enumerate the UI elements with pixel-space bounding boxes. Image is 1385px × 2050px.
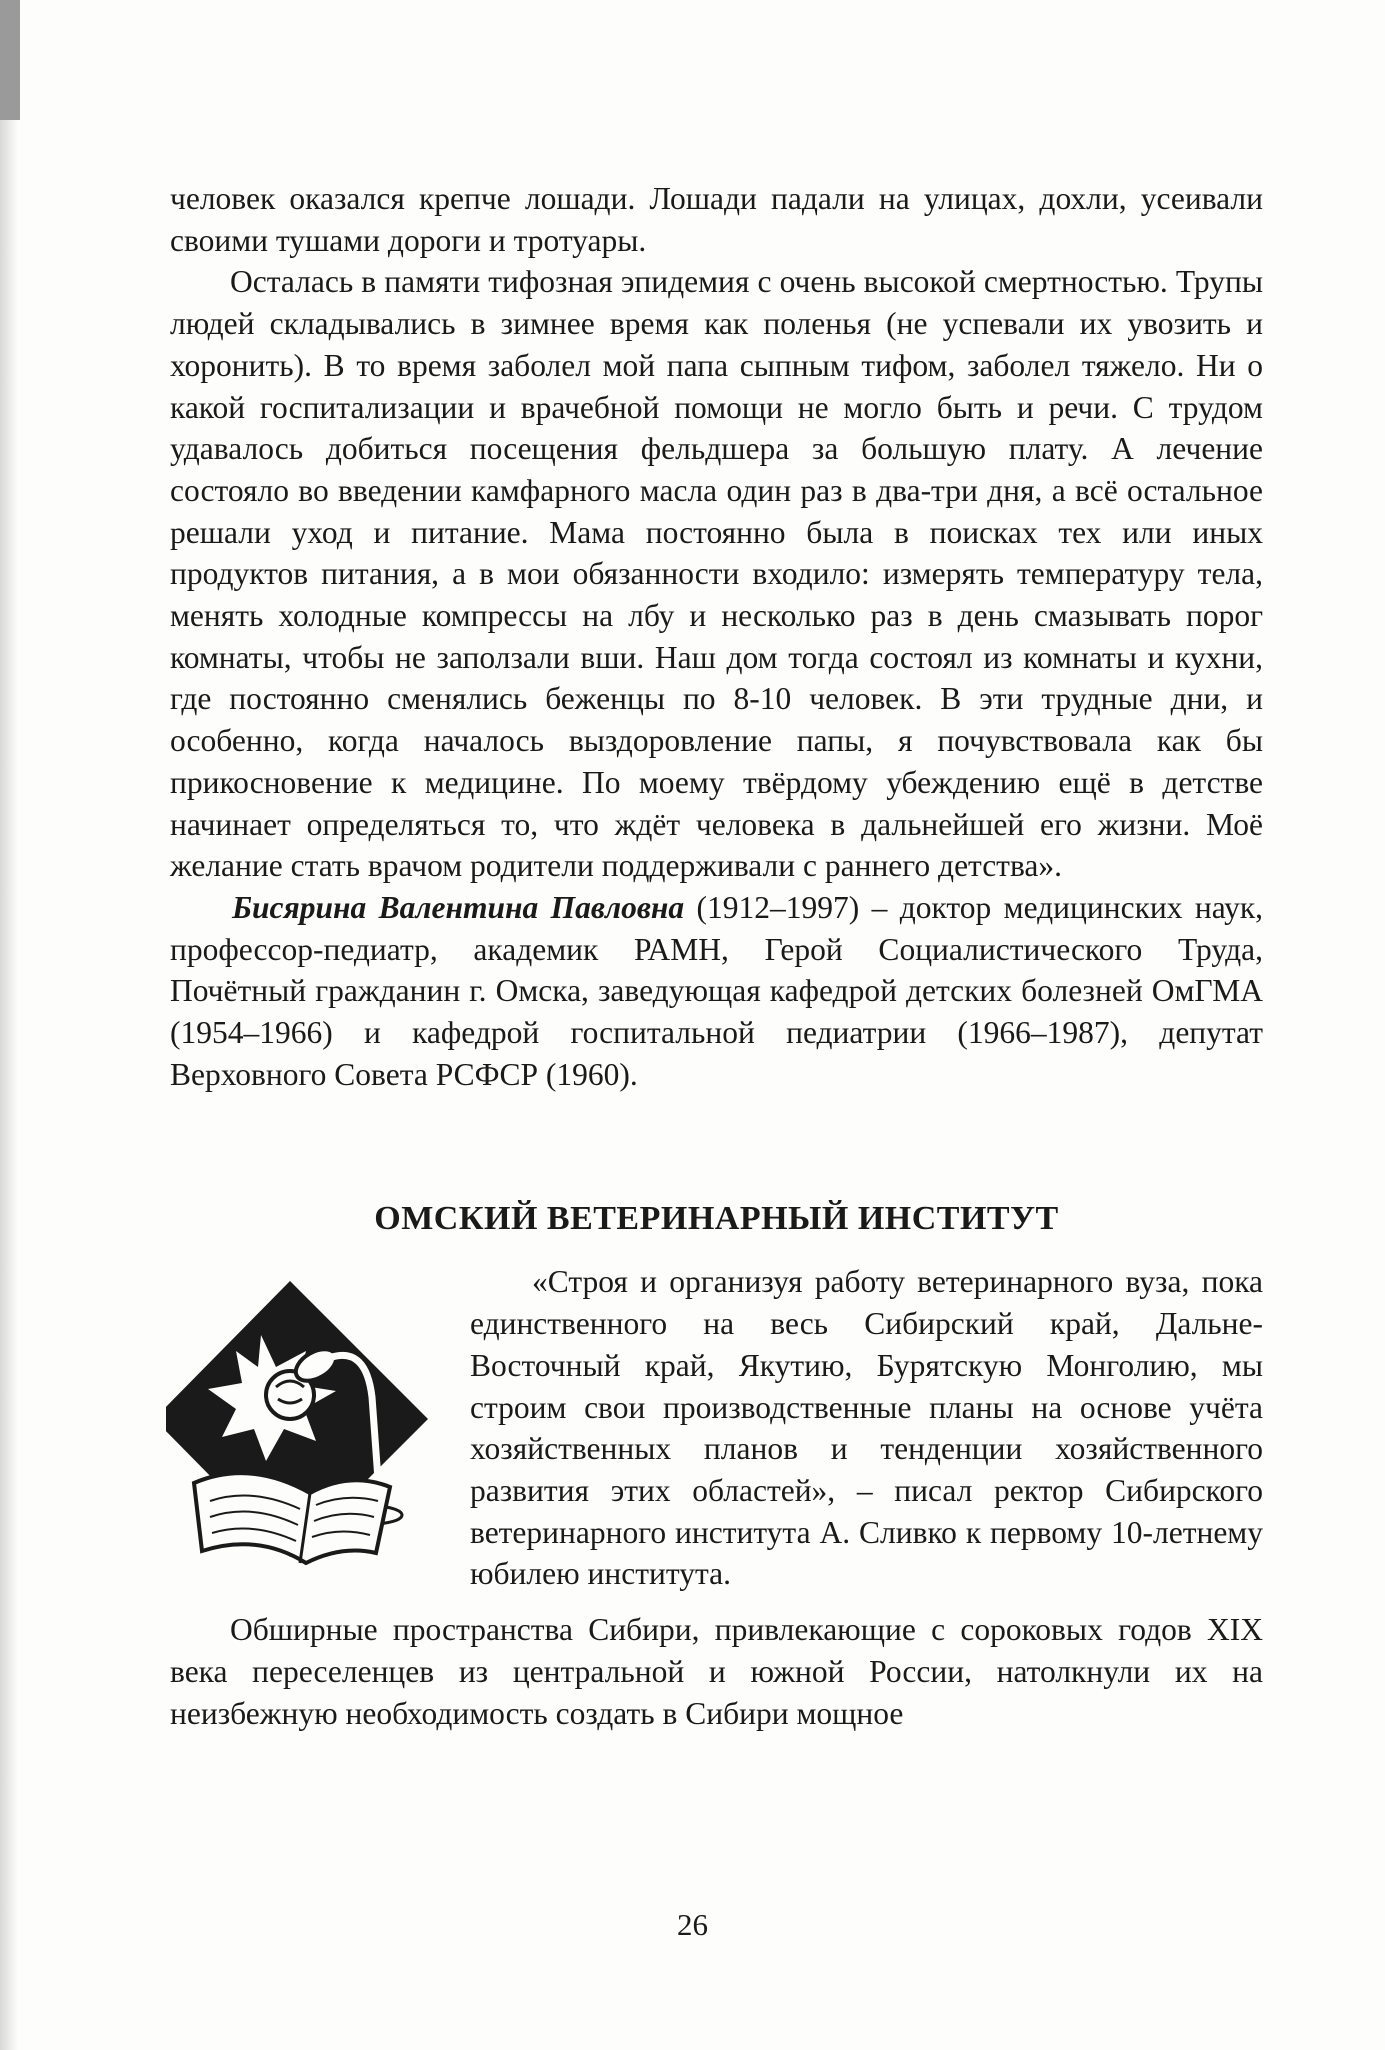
emblem-svg [166,1269,456,1609]
page-number: 26 [677,1907,708,1942]
text-column [170,178,1263,1735]
biography-name: Бисярина Валентина Павловна [232,889,685,925]
biography-text: (1912–1997) – доктор медицинских наук, профессор-педиатр, академик РАМН, Герой Социалистического Труда, Почётный гражданин г. Омска, заведующая кафедрой детских болезней ОмГМА (1954–1966) и кафедрой госпитальной педиатрии (1966–1987), депутат Верховного Совета РСФСР (1960). [170,889,1264,1092]
paragraph-memoir: Осталась в памяти тифозная эпидемия с очень высокой смертностью. Трупы людей складывались в зимнее время как поленья (не успевали их увозить и хоронить). В то время заболел мой папа сыпным тифом, заболел тяжело. Ни о какой госпитализации и врачебной помощи не могло быть и речи. С трудом удавалось добиться посещения фельдшера за большую плату. А лечение состояло во введении камфарного масла один раз в два-три дня, а всё остальное решали уход и питание. Мама постоянно была в поисках тех или иных продуктов питания, а в мои обязанности входило: измерять температуру тела, менять холодные компрессы на лбу и несколько раз в день смазывать порог комнаты, чтобы не заползали вши. Наш дом тогда состоял из комнаты и кухни, где постоянно сменялись беженцы по 8-10 человек. В эти трудные дни, и особенно, когда началось выздоровление папы, я почувствовала как бы прикосновение к медицине. По моему твёрдому убеждению ещё в детстве начинает определяться то, что ждёт человека в дальнейшей его жизни. Моё желание стать врачом родители поддерживали с раннего детства». [170,264,1263,884]
paragraph-biography [170,887,1263,1096]
scan-corner-mark [0,0,20,120]
lamp-book-icon [166,1269,456,1609]
paragraph-continuation: человек оказался крепче лошади. Лошади падали на улицах, дохли, усеивали своими тушами дороги и тротуары. [170,181,1263,258]
section-heading: ОМСКИЙ ВЕТЕРИНАРНЫЙ ИНСТИТУТ [374,1200,1059,1238]
paragraph-quote: «Строя и организуя работу ветеринарного вуза, пока единственного на весь Сибирский край, Дальне-Восточный край, Якутию, Бурятскую Монголию, мы строим свои производственные планы на основе учёта хозяйственных планов и тенденции хозяйственного развития этих областей», – писал ректор Сибирского ветеринарного института А. Сливко к первому 10-летнему юбилею института. [470,1264,1263,1592]
paragraph-siberia: Обширные пространства Сибири, привлекающие с сороковых годов XIX века переселенцев из центральной и южной России, натолкнули их на неизбежную необходимость создать в Сибири мощное [170,1612,1263,1731]
page-edge-shadow [0,0,18,2050]
open-book [194,1474,390,1564]
